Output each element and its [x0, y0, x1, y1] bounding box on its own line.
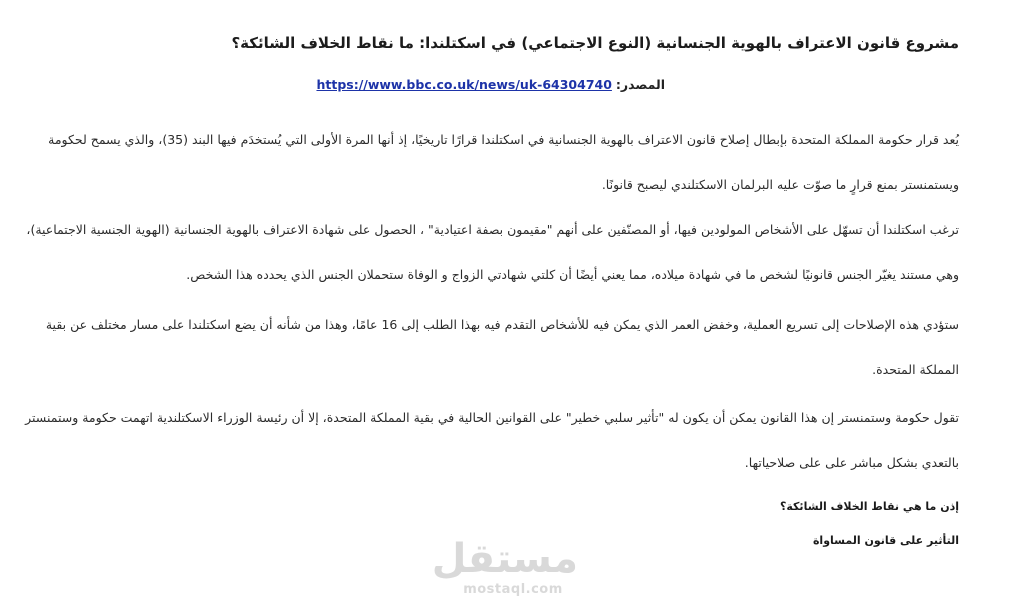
source-line [316, 74, 665, 96]
paragraph-3 [45, 313, 959, 382]
paragraph-line: وهي مستند يغيّر الجنس قانونيًا لشخص ما في شهادة ميلاده، مما يعني أيضًا أن كلتي شهادتي الزواج و الوفاة ستحملان الجنس الذي يحدده هذا الشخص. [186, 267, 959, 282]
paragraph-line: ترغب اسكتلندا أن تسهّل على الأشخاص المولودين فيها، أو المصنّفين على أنهم "مقيمون بصفة اعتيادية" ، الحصول على شهادة الاعتراف بالهوية الجنسانية (الهوية الجنسية الاجتماعية)، [26, 222, 959, 237]
paragraph-line: تقول حكومة وستمنستر إن هذا القانون يمكن أن يكون له "تأثير سلبي خطير" على القوانين الحالية في بقية المملكة المتحدة، إلا أن رئيسة الوزراء الاسكتلندية اتهمت حكومة وستمنستر [25, 410, 959, 425]
question-heading: إذن ما هي نقاط الخلاف الشائكة؟ [779, 500, 959, 513]
article-page [25, 0, 959, 613]
paragraph-2 [26, 218, 959, 287]
paragraph-4 [25, 406, 959, 475]
article-title: مشروع قانون الاعتراف بالهوية الجنسانية (النوع الاجتماعي) في اسكتلندا: ما نقاط الخلاف الشائكة؟ [231, 34, 959, 52]
paragraph-1 [48, 128, 959, 197]
paragraph-line: يُعد قرار حكومة المملكة المتحدة بإبطال إصلاح قانون الاعتراف بالهوية الجنسانية في اسكتلندا قرارًا تاريخيًا، إذ أنها المرة الأولى التي يُستخدَم فيها البند (35)، والذي يسمح لحكومة [48, 132, 959, 147]
paragraph-line: ويستمنستر بمنع قرارٍ ما صوّت عليه البرلمان الاسكتلندي ليصبح قانونًا. [601, 177, 959, 192]
paragraph-line: ستؤدي هذه الإصلاحات إلى تسريع العملية، وخفض العمر الذي يمكن فيه للأشخاص التقدم فيه بهذا الطلب إلى 16 عامًا، وهذا من شأنه أن يضع اسكتلندا على مسار مختلف عن بقية [45, 317, 959, 332]
section-subheading: التأثير على قانون المساواة [812, 534, 959, 547]
source-link[interactable]: https://www.bbc.co.uk/news/uk-64304740 [316, 77, 612, 92]
source-label: المصدر: [615, 77, 665, 92]
watermark-logo: مستقل [431, 536, 578, 582]
paragraph-line: المملكة المتحدة. [872, 362, 959, 377]
paragraph-line: بالتعدي بشكل مباشر على على صلاحياتها. [744, 455, 959, 470]
mostaql-watermark [431, 536, 578, 610]
watermark-domain: mostaql.com [463, 582, 563, 597]
